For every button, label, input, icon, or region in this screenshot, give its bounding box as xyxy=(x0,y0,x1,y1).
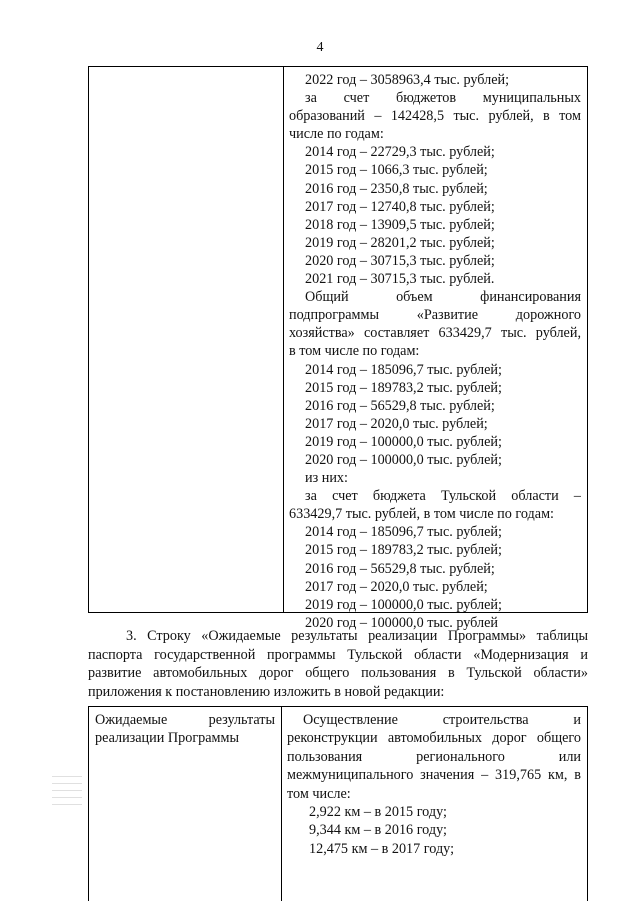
results-label-cell xyxy=(95,711,275,748)
funding-line: 2022 год – 3058963,4 тыс. рублей; xyxy=(305,72,510,88)
column-divider xyxy=(283,67,284,612)
funding-line: 2020 год – 100000,0 тыс. рублей; xyxy=(305,451,502,468)
funding-line: 2016 год – 2350,8 тыс. рублей; xyxy=(305,180,488,197)
results-value-line: реконструкции автомобильных дорог общего xyxy=(287,730,581,747)
funding-line: 2014 год – 185096,7 тыс. рублей; xyxy=(305,524,502,541)
funding-line: 2019 год – 100000,0 тыс. рублей; xyxy=(305,433,502,450)
funding-line: из них: xyxy=(305,470,348,487)
page-number: 4 xyxy=(316,40,324,55)
funding-line: числе по годам: xyxy=(289,126,384,143)
results-value-line: пользования регионального или xyxy=(287,748,581,765)
funding-line: 2016 год – 56529,8 тыс. рублей; xyxy=(305,397,495,414)
funding-line: 2021 год – 30715,3 тыс. рублей. xyxy=(305,271,495,288)
paragraph-line: приложения к постановлению изложить в новой редакции: xyxy=(88,683,445,700)
paragraph-line: паспорта государственной программы Тульской области «Модернизация и xyxy=(88,646,588,663)
results-label-line: реализации Программы xyxy=(95,730,240,747)
paragraph-line: развитие автомобильных дорог общего пользования в Тульской области» xyxy=(88,665,588,681)
amendment-paragraph xyxy=(88,627,588,701)
funding-line: в том числе по годам: xyxy=(289,343,420,360)
funding-line: 2015 год – 189783,2 тыс. рублей; xyxy=(305,542,502,559)
results-value-line: Осуществление строительства и xyxy=(303,712,581,728)
funding-line: образований – 142428,5 тыс. рублей, в том xyxy=(289,108,581,125)
results-table xyxy=(88,706,588,901)
column-divider xyxy=(281,707,282,901)
funding-line: 633429,7 тыс. рублей, в том числе по годам: xyxy=(289,506,554,523)
funding-line: 2019 год – 28201,2 тыс. рублей; xyxy=(305,234,495,251)
funding-line: 2019 год – 100000,0 тыс. рублей; xyxy=(305,596,502,613)
results-value-line: 12,475 км – в 2017 году; xyxy=(309,840,455,857)
scan-artifact xyxy=(52,770,82,830)
funding-line: 2020 год – 30715,3 тыс. рублей; xyxy=(305,252,495,269)
results-value-line: том числе: xyxy=(287,785,351,802)
funding-line: за счет бюджетов муниципальных xyxy=(305,90,581,107)
funding-line: 2015 год – 189783,2 тыс. рублей; xyxy=(305,379,502,396)
funding-line: 2017 год – 12740,8 тыс. рублей; xyxy=(305,198,495,215)
results-value-line: 2,922 км – в 2015 году; xyxy=(309,803,447,820)
results-value-cell xyxy=(287,711,581,858)
funding-line: 2017 год – 2020,0 тыс. рублей; xyxy=(305,415,488,432)
funding-table xyxy=(88,66,588,631)
funding-line: 2017 год – 2020,0 тыс. рублей; xyxy=(305,578,488,595)
funding-line: 2014 год – 185096,7 тыс. рублей; xyxy=(305,361,502,378)
funding-line: 2016 год – 56529,8 тыс. рублей; xyxy=(305,560,495,577)
funding-line: 2014 год – 22729,3 тыс. рублей; xyxy=(305,144,495,161)
funding-cell-text xyxy=(289,71,581,632)
funding-line: хозяйства» составляет 633429,7 тыс. рублей, xyxy=(289,325,581,342)
funding-line: 2015 год – 1066,3 тыс. рублей; xyxy=(305,162,488,179)
funding-line: подпрограммы «Развитие дорожного xyxy=(289,307,581,324)
results-label-line: Ожидаемые результаты xyxy=(95,712,275,728)
funding-line: Общий объем финансирования xyxy=(305,289,581,306)
funding-line: 2020 год – 100000,0 тыс. рублей xyxy=(305,614,498,631)
paragraph-line: 3. Строку «Ожидаемые результаты реализации Программы» таблицы xyxy=(126,628,588,644)
results-value-line: межмуниципального значения – 319,765 км, в xyxy=(287,767,581,784)
funding-line: 2018 год – 13909,5 тыс. рублей; xyxy=(305,216,495,233)
funding-line: за счет бюджета Тульской области – xyxy=(305,488,581,505)
results-value-line: 9,344 км – в 2016 году; xyxy=(309,822,447,839)
